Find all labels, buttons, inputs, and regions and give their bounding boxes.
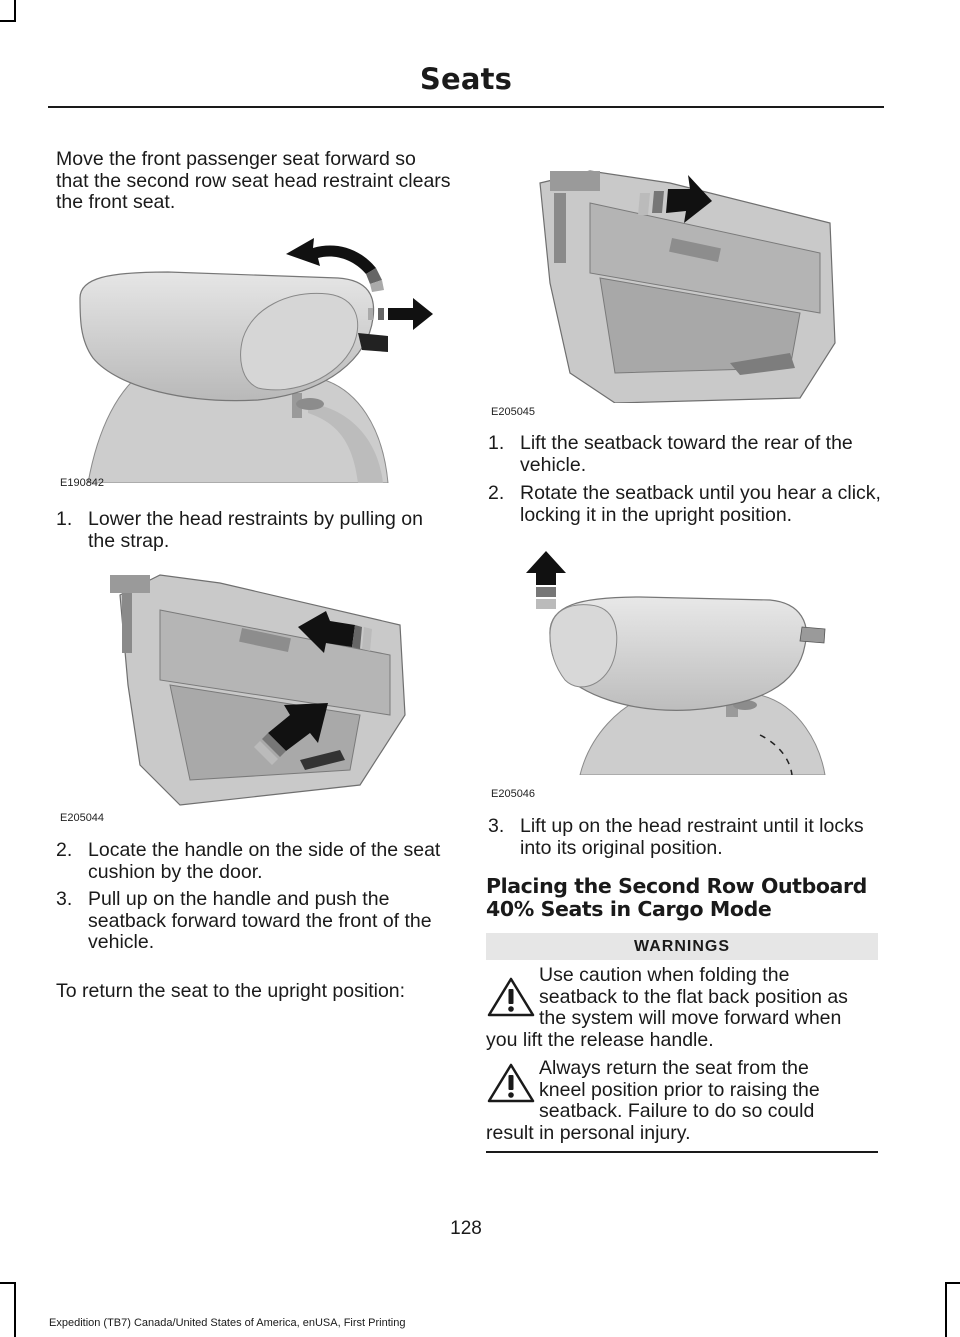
warning-line: Always return the seat from the [539,1057,809,1079]
step-item [488,433,883,476]
warning-text [486,1058,880,1144]
step-text: Rotate the seatback until you hear a click, locking it in the upright position. [520,482,881,526]
footer-text: Expedition (TB7) Canada/United States of America, enUSA, First Printing [49,1317,406,1329]
warning-line: Use caution when folding the [539,964,790,986]
figure-seatback-lift [520,163,840,403]
page-title: Seats [419,62,513,96]
step-number: 3. [56,888,73,910]
strap-shape [358,333,388,352]
page-number: 128 [450,1218,482,1239]
figure-code: E205046 [491,788,536,800]
crop-mark [945,1282,947,1337]
header-rule [48,106,884,108]
crop-mark [14,0,16,22]
step-text: Lift the seatback toward the rear of the vehicle. [520,432,853,476]
step-item [488,483,883,526]
step-text: Lower the head restraints by pulling on the strap. [88,508,423,552]
crop-mark [0,20,15,22]
step-number: 1. [56,508,73,530]
step-item [56,889,456,954]
step-number: 2. [56,839,73,861]
crop-mark [0,1282,15,1284]
step-number: 1. [488,432,505,454]
strap-shape [800,627,825,643]
step-text: Locate the handle on the side of the seat cushion by the door. [88,839,441,883]
step-item [56,509,451,552]
end-rule [486,1151,878,1153]
step-text: Pull up on the handle and push the seatback forward toward the front of the vehicle. [88,888,432,953]
figure-code: E205045 [491,406,536,418]
crop-mark [945,1282,960,1284]
warning-line: the system will move forward when [539,1007,842,1029]
figure-code: E205044 [60,812,105,824]
step-number: 2. [488,482,505,504]
warning-line: result in personal injury. [486,1121,691,1144]
step-number: 3. [488,815,505,837]
warning-text [486,965,880,1051]
step-text: Lift up on the head restraint until it locks into its original position. [520,815,864,859]
figure-code: E190842 [60,477,105,489]
crop-mark [14,1282,16,1337]
intro-paragraph: Move the front passenger seat forward so that the second row seat head restraint clears the front seat. [56,148,451,213]
warning-line: seatback to the flat back position as [539,985,848,1008]
step-item [56,840,456,883]
warning-line: seatback. Failure to do so could [539,1100,815,1122]
warning-line: kneel position prior to raising the [539,1078,820,1101]
figure-head-restraint-strap [58,228,448,483]
figure-seat-fold-forward [100,565,415,810]
section-heading: Placing the Second Row Outboard 40% Seats in Cargo Mode [486,874,867,921]
figure-head-restraint-raise [520,545,835,775]
warnings-label: WARNINGS [486,933,878,960]
return-paragraph: To return the seat to the upright position: [56,980,406,1002]
step-item [488,816,883,859]
arrow-up-icon [526,551,566,609]
warning-line: you lift the release handle. [486,1028,714,1051]
arrow-right-icon [368,298,433,330]
